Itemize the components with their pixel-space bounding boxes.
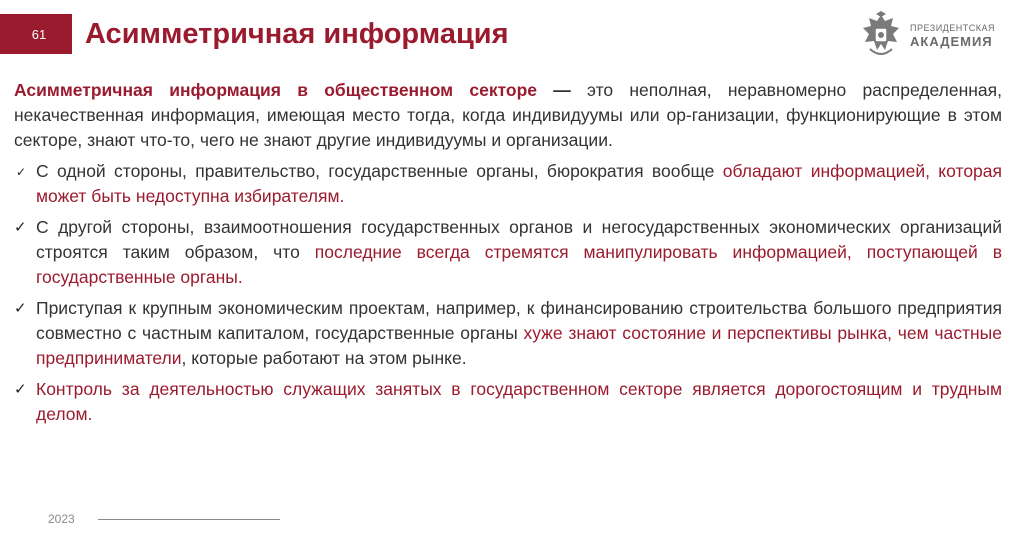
slide-body [14,78,1002,433]
eagle-emblem-icon [858,11,904,61]
logo-text [910,24,995,48]
logo-line-2: АКАДЕМИЯ [910,34,993,49]
definition-term: Асимметричная информация в общественном секторе [14,80,538,100]
point-text: С другой стороны, взаимоотношения государственных органов и негосударственных экономических организаций строятся таким образом, что [36,217,1002,262]
slide-number: 61 [31,26,47,42]
list-item [14,296,1002,371]
point-highlight: Контроль за деятельностью служащих занятых в государственном секторе является дорогостоящим и трудным делом. [36,379,1002,424]
list-item [14,159,1002,209]
point-text: С одной стороны, правительство, государственные органы, бюрократия вообще [36,161,723,181]
checkmark-icon: ✓ [14,300,27,317]
checkmark-icon: ✓ [14,219,27,236]
definition-paragraph [14,78,1002,153]
checkmark-icon: ✓ [16,165,27,179]
point-highlight: хуже знают состояние и перспективы рынка, чем частные предприниматели [36,323,1002,368]
slide-number-badge [0,14,72,54]
logo-line-1: ПРЕЗИДЕНТСКАЯ [910,23,996,33]
point-text: Приступая к крупным экономическим проектам, например, к финансированию строительства большого предприятия совместно с частным капиталом, государственные органы [36,298,1002,343]
footer-divider [98,519,280,520]
list-item [14,215,1002,290]
slide-title: Асимметричная информация [85,18,509,50]
point-text-end: , которые работают на этом рынке. [181,348,467,368]
definition-text: это неполная, неравномерно распределенная, некачественная информация, имеющая место тогда, когда индивидуумы или ор-ганизации, функционирующие в этом секторе, знают что-то, чего не знают другие индивидуумы и организации. [14,80,1002,150]
list-item [14,377,1002,427]
footer-year: 2023 [48,512,75,526]
bullet-list [14,159,1002,427]
academy-logo [858,8,998,64]
definition-dash: — [537,80,588,100]
checkmark-icon: ✓ [14,381,27,398]
point-highlight: последние всегда стремятся манипулировать информацией, поступающей в государственные органы. [36,242,1002,287]
point-highlight: обладают информацией, которая может быть недоступна избирателям. [36,161,1002,206]
